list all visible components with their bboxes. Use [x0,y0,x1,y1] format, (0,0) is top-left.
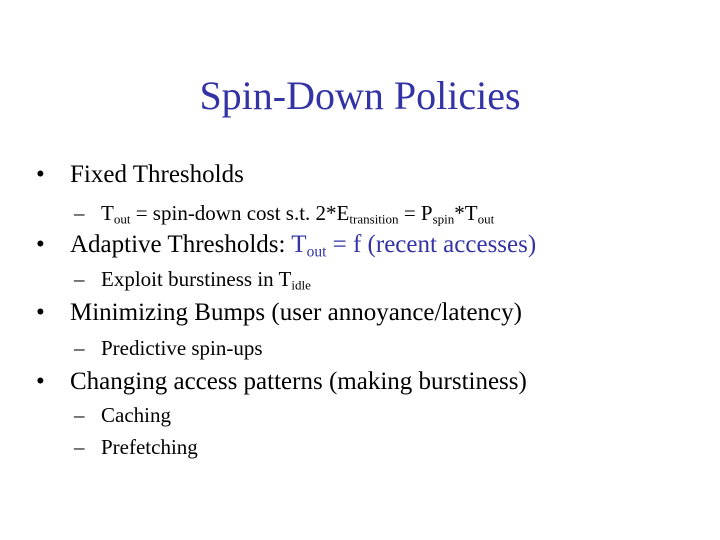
sub-bullet-exploit-burstiness [74,266,311,292]
formula-spin-subscript: spin [432,211,455,227]
bullet-changing-access-patterns [36,367,527,397]
dash-icon: – [74,403,85,427]
formula-transition-subscript: transition [349,211,399,227]
bullet-icon: • [36,161,45,188]
bullet-minimizing-bumps [36,298,522,328]
bullet-icon: • [36,299,45,326]
bullet-fixed-thresholds [36,160,244,190]
sub-bullet-text: Prefetching [101,435,198,459]
sub-bullet-text: Caching [101,403,171,427]
bullet-text: Fixed Thresholds [70,161,244,188]
formula-part-2: = P [398,201,433,225]
sub-bullet-text: Exploit burstiness in T [101,267,292,291]
idle-subscript: idle [291,277,311,293]
dash-icon: – [74,435,85,459]
formula-rest: = f (recent accesses) [326,231,537,258]
dash-icon: – [74,201,85,225]
formula-out-subscript-2: out [477,211,495,227]
formula-out-subscript: out [113,211,131,227]
sub-bullet-prefetching [74,434,198,460]
bullet-text: Changing access patterns (making burstiness) [70,368,527,395]
bullet-icon: • [36,231,45,258]
dash-icon: – [74,267,85,291]
formula-t: T [101,201,114,225]
bullet-text: Adaptive Thresholds: [70,231,292,258]
sub-bullet-text: Predictive spin-ups [101,336,263,360]
sub-bullet-predictive-spin-ups [74,335,263,361]
bullet-adaptive-thresholds [36,230,536,260]
formula-t: T [291,231,307,258]
dash-icon: – [74,336,85,360]
sub-bullet-tout-formula [74,200,494,226]
formula-part-3: *T [454,201,478,225]
formula-part-1: = spin-down cost s.t. 2*E [130,201,350,225]
bullet-text: Minimizing Bumps (user annoyance/latency) [70,299,522,326]
formula-out-subscript: out [306,243,327,261]
sub-bullet-caching [74,402,171,428]
bullet-icon: • [36,368,45,395]
slide-title: Spin-Down Policies [199,73,521,118]
